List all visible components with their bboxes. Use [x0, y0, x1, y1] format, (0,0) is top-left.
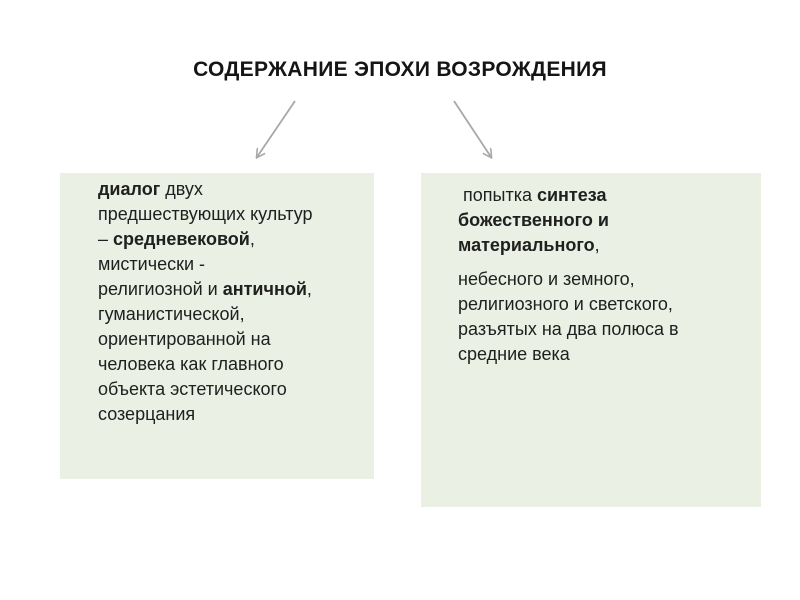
- text-line: [98, 302, 370, 327]
- text-segment: –: [98, 229, 114, 249]
- text-segment: гуманистической,: [98, 304, 245, 324]
- text-line: [98, 352, 370, 377]
- text-line: [458, 233, 748, 258]
- left-content-box: [60, 173, 374, 479]
- text-segment: небесного и земного,: [458, 269, 635, 289]
- text-segment: созерцания: [98, 404, 196, 424]
- right-arrow-icon: [454, 101, 491, 157]
- text-line: [458, 317, 748, 342]
- text-line: [98, 277, 370, 302]
- text-segment: попытка: [458, 185, 537, 205]
- text-line: [98, 377, 370, 402]
- paragraph: [458, 267, 748, 367]
- text-segment: двух: [160, 179, 203, 199]
- bold-text-segment: античной: [222, 279, 307, 299]
- text-segment: мистически -: [98, 254, 206, 274]
- text-segment: разъятых на два полюса в: [458, 319, 679, 339]
- text-line: [98, 177, 370, 202]
- left-arrow-icon: [257, 101, 295, 157]
- bold-text-segment: средневековой: [113, 229, 250, 249]
- text-line: [98, 402, 370, 427]
- text-segment: объекта эстетического: [98, 379, 287, 399]
- text-segment: ,: [306, 279, 312, 299]
- slide-title: СОДЕРЖАНИЕ ЭПОХИ ВОЗРОЖДЕНИЯ: [193, 58, 607, 81]
- right-box-text: [458, 183, 748, 367]
- text-line: [458, 208, 748, 233]
- text-segment: ,: [249, 229, 255, 249]
- bold-text-segment: материального: [458, 235, 595, 255]
- text-line: [98, 252, 370, 277]
- text-segment: человека как главного: [98, 354, 284, 374]
- text-line: [98, 327, 370, 352]
- text-line: [458, 183, 748, 208]
- paragraph: [458, 183, 748, 258]
- text-segment: ориентированной на: [98, 329, 271, 349]
- bold-text-segment: божественного и: [458, 210, 609, 230]
- left-box-text: [98, 177, 370, 427]
- text-segment: предшествующих культур: [98, 204, 313, 224]
- bold-text-segment: синтеза: [536, 185, 607, 205]
- text-segment: средние века: [458, 344, 570, 364]
- text-segment: религиозного и светского,: [458, 294, 673, 314]
- text-line: [458, 292, 748, 317]
- text-line: [98, 202, 370, 227]
- text-line: [458, 342, 748, 367]
- right-content-box: [421, 173, 761, 507]
- text-segment: ,: [594, 235, 600, 255]
- text-line: [458, 267, 748, 292]
- text-segment: религиозной и: [98, 279, 223, 299]
- text-line: [98, 227, 370, 252]
- bold-text-segment: диалог: [98, 179, 161, 199]
